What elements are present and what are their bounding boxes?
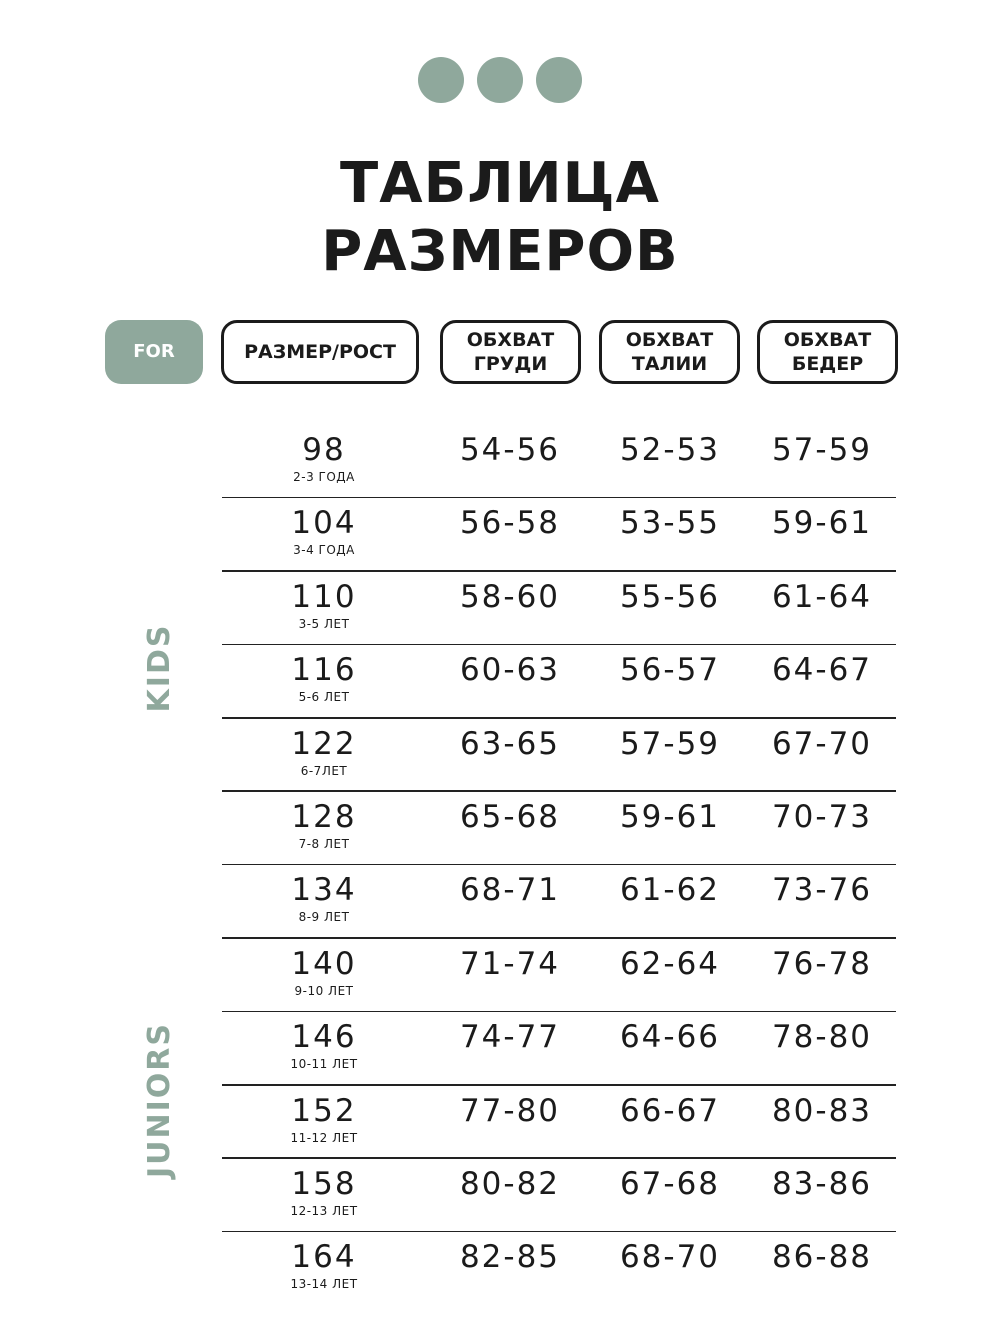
size-cell — [262, 798, 386, 852]
decorative-dots — [418, 57, 582, 103]
hips-header-line-1: ОБХВАТ — [783, 329, 872, 351]
chest-header-line-1: ОБХВАТ — [466, 329, 555, 351]
chest-value: 68-71 — [459, 872, 561, 909]
chest-value: 60-63 — [459, 652, 561, 689]
size-cell — [262, 431, 386, 485]
size-cell — [262, 504, 386, 558]
hips-value: 67-70 — [771, 725, 873, 762]
chest-header-line-2: ГРУДИ — [473, 353, 548, 375]
waist-value: 56-57 — [619, 652, 721, 689]
waist-value: 64-66 — [619, 1019, 721, 1056]
age-range: 8-9 ЛЕТ — [298, 910, 350, 925]
hips-value: 73-76 — [771, 872, 873, 909]
table-row — [222, 939, 896, 1012]
table-row — [222, 1086, 896, 1159]
size-value: 104 — [291, 505, 357, 542]
age-range: 2-3 ГОДА — [293, 470, 355, 484]
for-label: FOR — [133, 341, 175, 362]
waist-value: 55-56 — [619, 578, 721, 615]
waist-value: 52-53 — [619, 432, 721, 468]
hips-value: 83-86 — [771, 1165, 873, 1202]
title-line-2: РАЗМЕРОВ — [321, 219, 679, 284]
hips-header-line-2: БЕДЕР — [791, 353, 864, 375]
age-range: 3-4 ГОДА — [293, 543, 355, 558]
size-cell — [262, 1165, 386, 1219]
table-row — [222, 572, 896, 645]
size-cell — [262, 1092, 386, 1146]
size-cell — [262, 651, 386, 705]
size-value: 164 — [291, 1239, 357, 1276]
table-row — [222, 1012, 896, 1085]
age-range: 7-8 ЛЕТ — [298, 836, 350, 851]
size-cell — [262, 1238, 386, 1292]
age-range: 13-14 ЛЕТ — [290, 1277, 358, 1292]
table-row — [222, 1232, 896, 1305]
dot-3 — [536, 57, 582, 103]
hips-value: 70-73 — [771, 798, 873, 835]
size-cell — [262, 1018, 386, 1072]
waist-value: 59-61 — [619, 798, 721, 835]
size-cell — [262, 945, 386, 999]
size-cell — [262, 725, 386, 779]
dot-2 — [477, 57, 523, 103]
hips-value: 78-80 — [771, 1019, 873, 1056]
age-range: 11-12 ЛЕТ — [290, 1130, 358, 1145]
waist-value: 67-68 — [619, 1165, 721, 1202]
kids-group-label: KIDS — [142, 623, 177, 713]
chest-column-header — [440, 320, 581, 384]
hips-value: 80-83 — [771, 1092, 873, 1129]
size-value: 98 — [302, 432, 346, 468]
size-cell — [262, 871, 386, 925]
table-row — [222, 865, 896, 938]
size-value: 122 — [291, 725, 357, 762]
size-cell — [262, 578, 386, 632]
hips-value: 76-78 — [771, 945, 873, 982]
page-title — [0, 150, 1000, 286]
table-row — [222, 719, 896, 792]
hips-value: 57-59 — [771, 432, 873, 468]
waist-value: 61-62 — [619, 872, 721, 909]
hips-value: 59-61 — [771, 505, 873, 542]
size-value: 116 — [291, 652, 357, 689]
chest-value: 56-58 — [459, 505, 561, 542]
waist-value: 62-64 — [619, 945, 721, 982]
dot-1 — [418, 57, 464, 103]
table-row — [222, 645, 896, 718]
size-value: 110 — [291, 578, 357, 615]
age-range: 3-5 ЛЕТ — [298, 616, 350, 631]
hips-value: 86-88 — [771, 1239, 873, 1276]
waist-column-header — [599, 320, 740, 384]
hips-value: 64-67 — [771, 652, 873, 689]
size-value: 140 — [291, 945, 357, 982]
chest-value: 80-82 — [459, 1165, 561, 1202]
title-line-1: ТАБЛИЦА — [340, 151, 660, 216]
juniors-group-label: JUNIORS — [142, 1022, 177, 1179]
waist-header-line-2: ТАЛИИ — [631, 353, 708, 375]
chest-value: 63-65 — [459, 725, 561, 762]
chest-value: 74-77 — [459, 1019, 561, 1056]
chest-value: 82-85 — [459, 1239, 561, 1276]
size-value: 134 — [291, 872, 357, 909]
chest-value: 71-74 — [459, 945, 561, 982]
waist-header-line-1: ОБХВАТ — [625, 329, 714, 351]
waist-value: 53-55 — [619, 505, 721, 542]
age-range: 12-13 ЛЕТ — [290, 1203, 358, 1218]
waist-value: 68-70 — [619, 1239, 721, 1276]
age-range: 5-6 ЛЕТ — [298, 690, 350, 705]
waist-value: 57-59 — [619, 725, 721, 762]
size-value: 158 — [291, 1165, 357, 1202]
chest-value: 54-56 — [459, 432, 561, 468]
table-row — [222, 792, 896, 865]
chest-value: 65-68 — [459, 798, 561, 835]
table-row — [222, 1159, 896, 1232]
size-value: 152 — [291, 1092, 357, 1129]
size-header-label: РАЗМЕР/РОСТ — [244, 341, 396, 363]
size-column-header — [221, 320, 419, 384]
waist-value: 66-67 — [619, 1092, 721, 1129]
age-range: 6-7ЛЕТ — [300, 763, 348, 778]
hips-column-header — [757, 320, 898, 384]
size-value: 146 — [291, 1019, 357, 1056]
chest-value: 58-60 — [459, 578, 561, 615]
table-row — [222, 498, 896, 571]
size-value: 128 — [291, 798, 357, 835]
table-row — [222, 425, 896, 498]
for-badge — [105, 320, 203, 384]
chest-value: 77-80 — [459, 1092, 561, 1129]
size-table — [222, 425, 896, 1306]
age-range: 10-11 ЛЕТ — [290, 1057, 358, 1072]
hips-value: 61-64 — [771, 578, 873, 615]
age-range: 9-10 ЛЕТ — [294, 983, 354, 998]
